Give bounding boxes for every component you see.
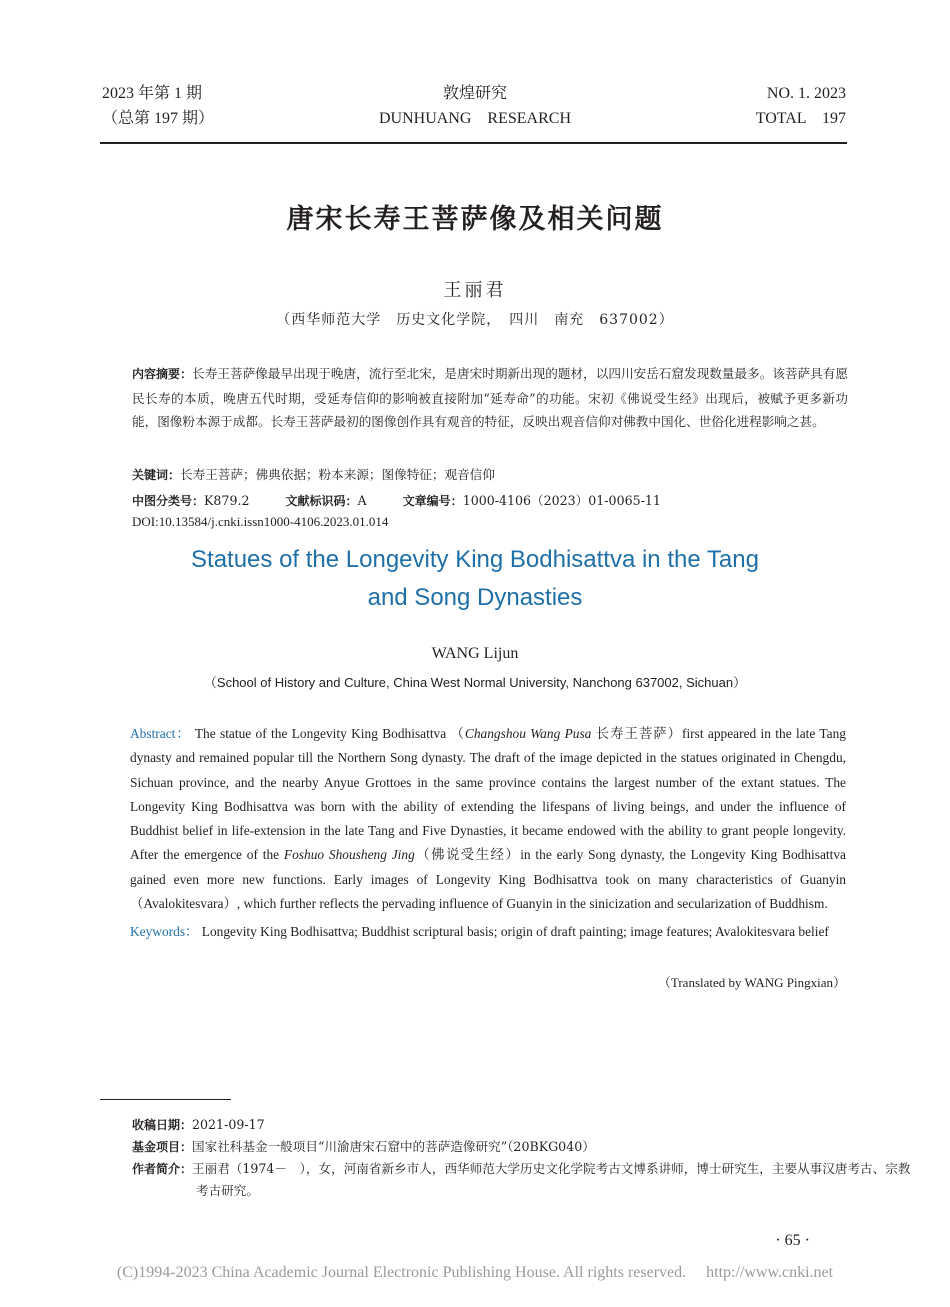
fund-text: 国家社科基金一般项目“川渝唐宋石窟中的菩萨造像研究”（20BKG040）	[192, 1139, 595, 1154]
fund-label: 基金项目：	[132, 1140, 193, 1154]
title-cn: 唐宋长寿王菩萨像及相关问题	[286, 204, 664, 235]
doc-code-value: A	[357, 493, 367, 508]
abstract-cn-label: 内容摘要：	[132, 367, 193, 381]
keywords-cn-text: 长寿王菩萨；佛典依据；粉本来源；图像特征；观音信仰	[180, 467, 495, 482]
abstract-cn	[132, 362, 848, 434]
abstract-en-part3: （佛说受生经）in the early Song dynasty, the Longevity King Bodhisattva gained even more new functions. Early images of Longevity King Bodhisattva took on many characteristics of Guanyin（Avalokitesvara）, which further reflects the pervading influence of Guanyin in the sinicization and secularization of Buddhism.	[130, 847, 846, 912]
author-cn: 王丽君	[443, 280, 507, 301]
affiliation-cn: （西华师范大学 历史文化学院， 四川 南充 637002）	[276, 312, 674, 328]
abstract-en-part1: The statue of the Longevity King Bodhisattva （	[190, 726, 465, 741]
header-issue	[102, 81, 214, 131]
abstract-en-label: Abstract：	[130, 726, 191, 741]
doi: DOI:10.13584/j.cnki.issn1000-4106.2023.01.014	[132, 514, 389, 529]
title-en	[150, 541, 800, 617]
received-label: 收稿日期：	[132, 1118, 193, 1132]
article-number-label: 文章编号：	[402, 494, 463, 508]
keywords-cn-label: 关键词：	[132, 468, 181, 482]
translator-credit: （Translated by WANG Pingxian）	[657, 975, 846, 990]
keywords-en-text: Longevity King Bodhisattva; Buddhist scriptural basis; origin of draft painting; image features; Avalokitesvara belief	[198, 924, 829, 939]
header-journal	[330, 81, 620, 131]
abstract-en-italic2: Foshuo Shousheng Jing	[283, 847, 415, 863]
article-number-value: 1000-4106（2023）01-0065-11	[462, 493, 661, 508]
keywords-en-label: Keywords：	[130, 924, 199, 939]
total-issue: （总第 197 期）	[102, 110, 215, 127]
journal-name-en: DUNHUANG RESEARCH	[378, 110, 571, 127]
footnote-received	[132, 1114, 848, 1136]
page-number: · 65 ·	[775, 1232, 810, 1249]
keywords-en	[130, 920, 846, 944]
abstract-en	[130, 722, 846, 916]
abstract-en-part2: 长寿王菩萨）first appeared in the late Tang dynasty and remained popular till the Northern Song dynasty. The draft of the image depicted in the statues originated in Chengdu, Sichuan province, and the nearby Anyue Grottoes in the same province contains the largest number of the extant statues. The Longevity King Bodhisattva was born with the ability of extending the lifespans of living beings, and under the influence of Buddhist belief in life-extension in the late Tang and Five Dynasties, it became endowed with the ability to grant people longevity. After the emergence of the	[130, 726, 846, 863]
header-issue-en	[756, 81, 846, 131]
journal-name-cn: 敦煌研究	[442, 85, 507, 102]
copyright-watermark: (C)1994-2023 China Academic Journal Electronic Publishing House. All rights reserved. http://www.cnki.net	[116, 1264, 834, 1281]
header-rule	[100, 142, 847, 144]
keywords-cn	[132, 464, 495, 483]
footnote-author	[132, 1158, 912, 1201]
affiliation-en: （School of History and Culture, China West Normal University, Nanchong 637002, Sichuan）	[203, 675, 747, 690]
classification-line	[132, 490, 661, 509]
author-bio-label: 作者简介：	[132, 1162, 193, 1176]
title-en-line2: and Song Dynasties	[367, 584, 583, 611]
issue-number: 2023 年第 1 期	[102, 85, 203, 102]
clc-value: K879.2	[204, 493, 250, 508]
received-date: 2021-09-17	[192, 1117, 265, 1132]
total-issue-en: TOTAL 197	[755, 110, 846, 127]
clc-label: 中图分类号：	[132, 494, 205, 508]
title-en-line1: Statues of the Longevity King Bodhisattva in the Tang	[191, 546, 759, 573]
abstract-cn-text: 长寿王菩萨像最早出现于晚唐，流行至北宋，是唐宋时期新出现的题材，以四川安岳石窟发现数量最多。该菩萨具有愿民长寿的本质，晚唐五代时期，受延寿信仰的影响被直接附加“延寿命”的功能。宋初《佛说受生经》出现后，被赋予更多新功能，图像粉本源于成都。长寿王菩萨最初的图像创作具有观音的特征，反映出观音信仰对佛教中国化、世俗化进程影响之甚。	[132, 366, 848, 429]
footnote-rule	[100, 1099, 231, 1100]
issue-number-en: NO. 1. 2023	[766, 85, 846, 102]
abstract-en-italic1: Changshou Wang Pusa	[464, 726, 592, 741]
author-bio-text: 王丽君（1974－ ），女，河南省新乡市人，西华师范大学历史文化学院考古文博系讲师，博士研究生，主要从事汉唐考古、宗教考古研究。	[192, 1161, 911, 1198]
author-en: WANG Lijun	[431, 645, 519, 662]
footnote-fund	[132, 1136, 848, 1158]
doc-code-label: 文献标识码：	[285, 494, 358, 508]
